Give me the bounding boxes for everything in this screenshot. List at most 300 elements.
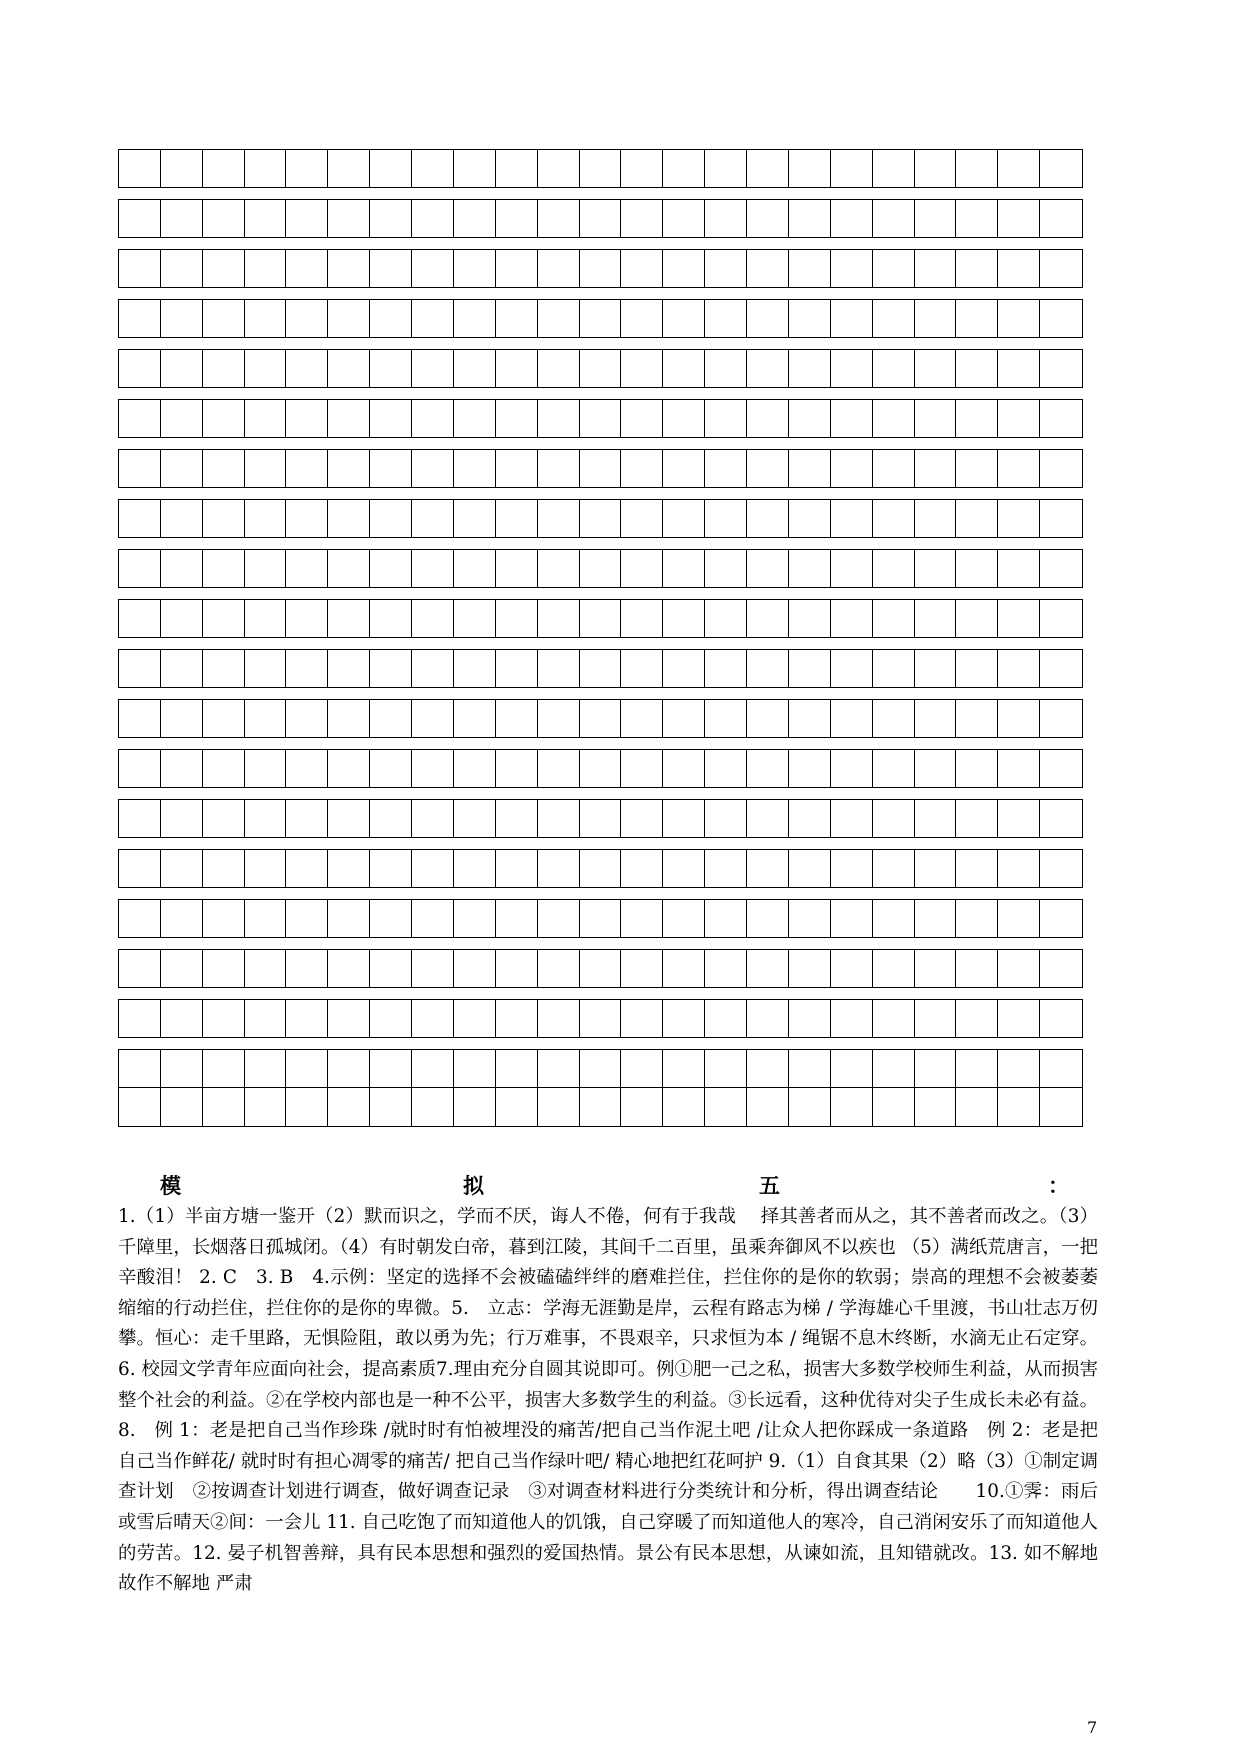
grid-cell <box>998 1088 1040 1126</box>
grid-cell <box>245 850 287 887</box>
grid-cell <box>119 750 161 787</box>
grid-cell <box>747 200 789 237</box>
grid-cell <box>203 450 245 487</box>
grid-cell <box>370 250 412 287</box>
grid-cell <box>286 400 328 437</box>
grid-cell <box>621 800 663 837</box>
grid-cell <box>1040 650 1082 687</box>
grid-cell <box>328 300 370 337</box>
grid-cell <box>161 200 203 237</box>
grid-cell <box>915 350 957 387</box>
grid-cell <box>705 600 747 637</box>
grid-cell <box>747 450 789 487</box>
grid-cell <box>1040 400 1082 437</box>
grid-cell <box>621 250 663 287</box>
grid-cell <box>1040 150 1082 187</box>
grid-cell <box>873 600 915 637</box>
grid-cell <box>496 500 538 537</box>
grid-cell <box>245 1050 287 1088</box>
grid-cell <box>831 550 873 587</box>
grid-cell <box>747 850 789 887</box>
grid-cell <box>831 750 873 787</box>
grid-cell <box>705 900 747 937</box>
grid-cell <box>203 800 245 837</box>
grid-cell <box>621 900 663 937</box>
grid-cell <box>119 600 161 637</box>
grid-cell <box>580 450 622 487</box>
grid-cell <box>119 350 161 387</box>
grid-cell <box>412 1000 454 1037</box>
grid-cell <box>915 1088 957 1126</box>
grid-cell <box>496 1000 538 1037</box>
grid-cell <box>286 550 328 587</box>
grid-cell <box>705 850 747 887</box>
grid-cell <box>370 900 412 937</box>
heading-char: 模 <box>160 1174 181 1198</box>
grid-cell <box>496 600 538 637</box>
grid-cell <box>998 1050 1040 1088</box>
grid-cell <box>873 950 915 987</box>
grid-cell <box>412 800 454 837</box>
grid-cell <box>705 650 747 687</box>
grid-cell <box>663 650 705 687</box>
grid-cell <box>580 200 622 237</box>
grid-cell <box>956 250 998 287</box>
grid-cell <box>915 150 957 187</box>
answer-key-text: 1.（1）半亩方塘一鉴开（2）默而识之，学而不厌，诲人不倦，何有于我哉 择其善者而从之，其不善者而改之。（3）千障里，长烟落日孤城闭。（4）有时朝发白帝，暮到江陵，其间千二百里，虽乘奔御风不以疾也 （5）满纸荒唐言，一把辛酸泪！ 2. C 3. B 4.示例：坚定的选择不会被磕磕绊绊的磨难拦住，拦住你的是你的软弱；崇高的理想不会被萎萎缩缩的行动拦住，拦住你的是你的卑微。5. 立志：学海无涯勤是岸，云程有路志为梯 / 学海雄心千里渡，书山壮志万仞攀。恒心：走千里路，无惧险阻，敢以勇为先；行万难事，不畏艰辛，只求恒为本 / 绳锯不息木终断，水滴无止石定穿。6. 校园文学青年应面向社会，提高素质7.理由充分自圆其说即可。例①肥一己之私，损害大多数学校师生利益，从而损害整个社会的利益。②在学校内部也是一种不公平，损害大多数学生的利益。③长远看，这种优待对尖子生成长未必有益。8. 例 1：老是把自己当作珍珠 /就时时有怕被埋没的痛苦/把自己当作泥土吧 /让众人把你踩成一条道路 例 2：老是把自己当作鲜花/ 就时时有担心凋零的痛苦/ 把自己当作绿叶吧/ 精心地把红花呵护 9.（1）自食其果（2）略（3）①制定调查计划 ②按调查计划进行调查，做好调查记录 ③对调查材料进行分类统计和分析，得出调查结论 10.①霁：雨后或雪后晴天②间：一会儿 11. 自己吃饱了而知道他人的饥饿，自己穿暖了而知道他人的寒冷，自己消闲安乐了而知道他人的劳苦。12. 晏子机智善辩，具有民本思想和强烈的爱国热情。景公有民本思想，从谏如流，且知错就改。13. 如不解地 故作不解地 严肃 <box>118 1206 1098 1595</box>
grid-cell <box>538 250 580 287</box>
grid-cell <box>789 650 831 687</box>
grid-cell <box>161 300 203 337</box>
grid-cell <box>203 1000 245 1037</box>
heading-char: ： <box>1048 1174 1069 1198</box>
grid-cell <box>873 550 915 587</box>
grid-cell <box>580 700 622 737</box>
grid-cell <box>119 550 161 587</box>
grid-cell <box>203 1088 245 1126</box>
grid-cell <box>621 950 663 987</box>
grid-cell <box>370 850 412 887</box>
grid-cell <box>286 1000 328 1037</box>
grid-cell <box>328 650 370 687</box>
grid-cell <box>663 1000 705 1037</box>
grid-cell <box>789 500 831 537</box>
grid-cell <box>454 650 496 687</box>
grid-cell <box>789 200 831 237</box>
grid-cell <box>663 750 705 787</box>
grid-cell <box>915 450 957 487</box>
grid-cell <box>1040 550 1082 587</box>
grid-cell <box>161 500 203 537</box>
grid-cell <box>538 1088 580 1126</box>
heading-char: 拟 <box>463 1174 484 1198</box>
grid-cell <box>747 950 789 987</box>
grid-cell <box>203 400 245 437</box>
grid-cell <box>831 650 873 687</box>
grid-cell <box>203 350 245 387</box>
grid-cell <box>1040 500 1082 537</box>
grid-cell <box>286 600 328 637</box>
grid-cell <box>831 500 873 537</box>
grid-cell <box>956 150 998 187</box>
grid-cell <box>245 1000 287 1037</box>
grid-cell <box>998 600 1040 637</box>
grid-cell <box>831 300 873 337</box>
grid-cell <box>1040 750 1082 787</box>
grid-cell <box>454 450 496 487</box>
grid-cell <box>663 450 705 487</box>
grid-cell <box>956 200 998 237</box>
grid-cell <box>789 250 831 287</box>
grid-cell <box>370 600 412 637</box>
grid-row-block <box>118 549 1083 588</box>
grid-cell <box>496 150 538 187</box>
grid-cell <box>286 800 328 837</box>
grid-cell <box>203 200 245 237</box>
grid-row-block <box>118 649 1083 688</box>
grid-cell <box>538 400 580 437</box>
grid-cell <box>203 600 245 637</box>
grid-cell <box>370 200 412 237</box>
grid-cell <box>663 950 705 987</box>
grid-cell <box>161 350 203 387</box>
grid-cell <box>370 650 412 687</box>
grid-cell <box>621 750 663 787</box>
grid-cell <box>1040 700 1082 737</box>
grid-cell <box>580 800 622 837</box>
grid-cell <box>245 500 287 537</box>
grid-cell <box>705 950 747 987</box>
grid-cell <box>998 1000 1040 1037</box>
grid-cell <box>998 300 1040 337</box>
grid-cell <box>621 400 663 437</box>
grid-cell <box>119 400 161 437</box>
grid-cell <box>412 1050 454 1088</box>
grid-cell <box>203 700 245 737</box>
grid-cell <box>873 650 915 687</box>
grid-cell <box>496 300 538 337</box>
grid-cell <box>789 800 831 837</box>
grid-cell <box>915 650 957 687</box>
grid-cell <box>496 250 538 287</box>
grid-cell <box>747 550 789 587</box>
grid-cell <box>580 400 622 437</box>
grid-cell <box>873 200 915 237</box>
grid-cell <box>915 600 957 637</box>
grid-cell <box>496 900 538 937</box>
grid-cell <box>161 850 203 887</box>
grid-cell <box>956 700 998 737</box>
grid-cell <box>831 850 873 887</box>
grid-cell <box>580 1050 622 1088</box>
grid-cell <box>663 300 705 337</box>
grid-cell <box>956 600 998 637</box>
grid-cell <box>119 150 161 187</box>
grid-cell <box>328 1050 370 1088</box>
grid-cell <box>663 250 705 287</box>
section-heading <box>118 1170 1098 1200</box>
grid-cell <box>454 900 496 937</box>
grid-cell <box>789 950 831 987</box>
grid-row-block <box>118 1049 1083 1127</box>
grid-cell <box>161 700 203 737</box>
grid-cell <box>621 850 663 887</box>
grid-cell <box>873 900 915 937</box>
grid-cell <box>412 650 454 687</box>
grid-cell <box>412 750 454 787</box>
grid-cell <box>831 950 873 987</box>
grid-cell <box>956 300 998 337</box>
grid-cell <box>747 150 789 187</box>
grid-cell <box>328 350 370 387</box>
grid-cell <box>998 900 1040 937</box>
grid-cell <box>1040 1050 1082 1088</box>
grid-cell <box>245 300 287 337</box>
grid-cell <box>412 600 454 637</box>
grid-cell <box>580 550 622 587</box>
grid-cell <box>747 600 789 637</box>
grid-row-block <box>118 349 1083 388</box>
grid-cell <box>956 1088 998 1126</box>
grid-cell <box>496 200 538 237</box>
grid-cell <box>370 750 412 787</box>
grid-cell <box>705 500 747 537</box>
grid-cell <box>412 150 454 187</box>
grid-cell <box>998 250 1040 287</box>
grid-cell <box>873 250 915 287</box>
grid-cell <box>621 700 663 737</box>
grid-cell <box>705 1050 747 1088</box>
grid-cell <box>161 600 203 637</box>
grid-cell <box>580 900 622 937</box>
grid-cell <box>328 450 370 487</box>
grid-cell <box>454 600 496 637</box>
grid-cell <box>789 550 831 587</box>
page-number: 7 <box>1087 1718 1098 1737</box>
grid-cell <box>956 850 998 887</box>
grid-cell <box>873 350 915 387</box>
grid-cell <box>873 800 915 837</box>
grid-cell <box>119 850 161 887</box>
grid-cell <box>831 1050 873 1088</box>
grid-cell <box>621 300 663 337</box>
grid-cell <box>705 750 747 787</box>
grid-cell <box>245 650 287 687</box>
grid-cell <box>119 500 161 537</box>
grid-cell <box>956 500 998 537</box>
grid-cell <box>747 1088 789 1126</box>
grid-cell <box>328 950 370 987</box>
grid-cell <box>496 1050 538 1088</box>
grid-cell <box>245 550 287 587</box>
grid-cell <box>621 600 663 637</box>
grid-row-block <box>118 949 1083 988</box>
grid-cell <box>161 950 203 987</box>
grid-cell <box>956 900 998 937</box>
grid-cell <box>538 1000 580 1037</box>
grid-cell <box>1040 850 1082 887</box>
grid-cell <box>538 500 580 537</box>
grid-cell <box>998 650 1040 687</box>
grid-cell <box>328 700 370 737</box>
grid-cell <box>1040 450 1082 487</box>
grid-cell <box>370 350 412 387</box>
grid-cell <box>747 250 789 287</box>
grid-cell <box>789 1050 831 1088</box>
grid-cell <box>998 200 1040 237</box>
grid-cell <box>245 950 287 987</box>
grid-cell <box>538 1050 580 1088</box>
grid-cell <box>789 150 831 187</box>
grid-cell <box>998 750 1040 787</box>
grid-cell <box>789 450 831 487</box>
grid-cell <box>873 150 915 187</box>
grid-cell <box>915 1000 957 1037</box>
grid-cell <box>328 1000 370 1037</box>
grid-cell <box>956 400 998 437</box>
grid-cell <box>621 350 663 387</box>
grid-cell <box>538 450 580 487</box>
grid-cell <box>328 900 370 937</box>
grid-cell <box>286 1050 328 1088</box>
grid-cell <box>538 550 580 587</box>
grid-cell <box>286 900 328 937</box>
grid-cell <box>412 450 454 487</box>
grid-cell <box>998 450 1040 487</box>
grid-cell <box>873 750 915 787</box>
heading-char: 五 <box>759 1174 780 1198</box>
grid-cell <box>663 700 705 737</box>
grid-cell <box>998 800 1040 837</box>
grid-cell <box>621 500 663 537</box>
grid-cell <box>873 400 915 437</box>
grid-cell <box>538 950 580 987</box>
grid-cell <box>789 600 831 637</box>
grid-cell <box>328 850 370 887</box>
grid-cell <box>998 400 1040 437</box>
grid-cell <box>412 850 454 887</box>
grid-cell <box>580 150 622 187</box>
grid-cell <box>663 550 705 587</box>
grid-cell <box>747 1050 789 1088</box>
grid-cell <box>203 1050 245 1088</box>
grid-cell <box>663 800 705 837</box>
grid-cell <box>580 500 622 537</box>
grid-cell <box>454 350 496 387</box>
grid-cell <box>286 300 328 337</box>
grid-cell <box>663 500 705 537</box>
grid-cell <box>956 800 998 837</box>
grid-cell <box>789 350 831 387</box>
grid-cell <box>831 1000 873 1037</box>
grid-cell <box>161 150 203 187</box>
grid-row-block <box>118 749 1083 788</box>
grid-cell <box>328 500 370 537</box>
grid-cell <box>956 550 998 587</box>
grid-cell <box>161 1050 203 1088</box>
grid-cell <box>161 1000 203 1037</box>
grid-cell <box>245 450 287 487</box>
grid-cell <box>831 400 873 437</box>
grid-cell <box>747 300 789 337</box>
grid-cell <box>370 450 412 487</box>
grid-cell <box>412 700 454 737</box>
grid-cell <box>1040 1088 1082 1126</box>
grid-cell <box>245 600 287 637</box>
grid-cell <box>998 550 1040 587</box>
grid-cell <box>789 300 831 337</box>
grid-cell <box>245 1088 287 1126</box>
grid-cell <box>245 150 287 187</box>
grid-cell <box>1040 300 1082 337</box>
grid-cell <box>245 400 287 437</box>
grid-cell <box>370 300 412 337</box>
grid-cell <box>412 400 454 437</box>
grid-row-block <box>118 449 1083 488</box>
grid-cell <box>915 250 957 287</box>
grid-cell <box>915 300 957 337</box>
grid-cell <box>286 850 328 887</box>
grid-cell <box>496 750 538 787</box>
grid-cell <box>538 200 580 237</box>
grid-cell <box>1040 250 1082 287</box>
grid-cell <box>580 850 622 887</box>
grid-cell <box>915 550 957 587</box>
grid-cell <box>412 350 454 387</box>
grid-cell <box>496 1088 538 1126</box>
grid-cell <box>119 650 161 687</box>
grid-cell <box>580 350 622 387</box>
grid-row-block <box>118 899 1083 938</box>
grid-cell <box>998 700 1040 737</box>
grid-cell <box>454 250 496 287</box>
grid-cell <box>119 900 161 937</box>
grid-cell <box>328 250 370 287</box>
grid-cell <box>747 750 789 787</box>
grid-cell <box>789 700 831 737</box>
grid-cell <box>119 1000 161 1037</box>
grid-cell <box>831 600 873 637</box>
grid-cell <box>831 450 873 487</box>
grid-cell <box>580 950 622 987</box>
grid-row-block <box>118 199 1083 238</box>
grid-cell <box>538 650 580 687</box>
grid-cell <box>580 750 622 787</box>
grid-cell <box>621 200 663 237</box>
grid-cell <box>538 600 580 637</box>
grid-cell <box>454 500 496 537</box>
grid-cell <box>663 600 705 637</box>
grid-cell <box>454 950 496 987</box>
grid-cell <box>286 950 328 987</box>
grid-cell <box>873 850 915 887</box>
grid-cell <box>873 300 915 337</box>
grid-cell <box>831 250 873 287</box>
grid-cell <box>956 1000 998 1037</box>
grid-cell <box>789 400 831 437</box>
grid-cell <box>370 1000 412 1037</box>
grid-cell <box>496 950 538 987</box>
grid-cell <box>538 150 580 187</box>
grid-cell <box>663 1050 705 1088</box>
grid-cell <box>580 300 622 337</box>
grid-cell <box>831 200 873 237</box>
grid-cell <box>831 1088 873 1126</box>
grid-cell <box>956 950 998 987</box>
grid-cell <box>663 200 705 237</box>
grid-cell <box>747 900 789 937</box>
grid-cell <box>496 700 538 737</box>
